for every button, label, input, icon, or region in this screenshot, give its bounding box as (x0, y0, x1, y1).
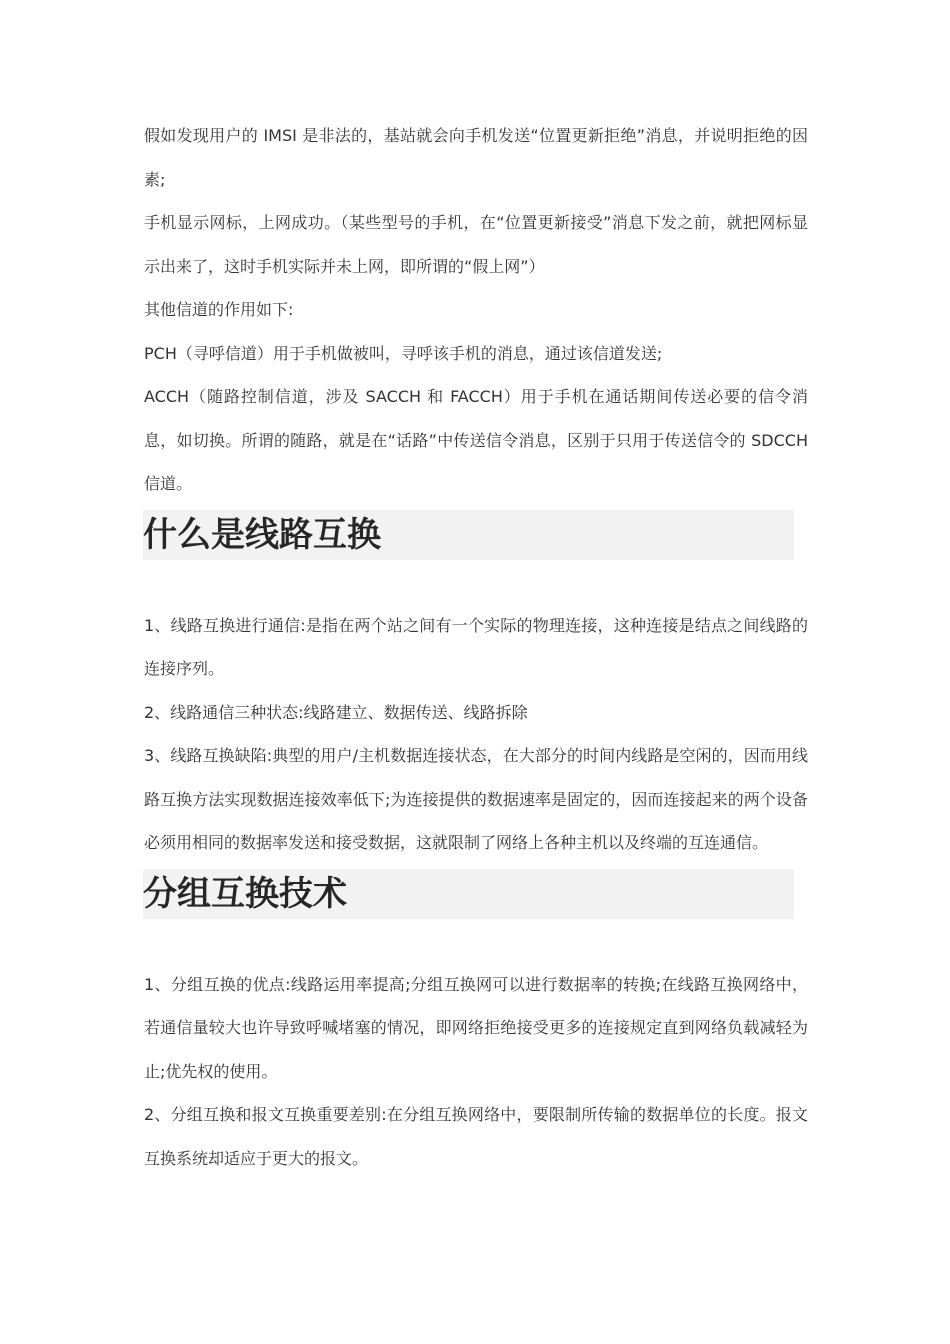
paragraph-network-icon: 手机显示网标，上网成功。（某些型号的手机，在“位置更新接受”消息下发之前，就把网标显示出来了，这时手机实际并未上网，即所谓的“假上网”） (144, 213, 808, 276)
section-packet-switching (144, 963, 808, 1181)
paragraph-packet-1: 1、分组互换的优点:线路运用率提高;分组互换网可以进行数据率的转换;在线路互换网络中，若通信量较大也许导致呼喊堵塞的情况，即网络拒绝接受更多的连接规定直到网络负载减轻为止;优先权的使用。 (144, 974, 808, 1081)
paragraph-pch: PCH（寻呼信道）用于手机做被叫，寻呼该手机的消息，通过该信道发送; (144, 343, 663, 363)
paragraph-packet-2: 2、分组互换和报文互换重要差别:在分组互换网络中，要限制所传输的数据单位的长度。报文互换系统却适应于更大的报文。 (144, 1105, 808, 1168)
paragraph-acch: ACCH（随路控制信道，涉及 SACCH 和 FACCH）用于手机在通话期间传送必要的信令消息，如切换。所谓的随路，就是在“话路”中传送信令消息，区别于只用于传送信令的 SDCCH 信道。 (144, 387, 808, 493)
paragraph-circuit-1: 1、线路互换进行通信:是指在两个站之间有一个实际的物理连接，这种连接是结点之间线路的连接序列。 (144, 615, 808, 678)
paragraph-other-channels: 其他信道的作用如下: (144, 300, 294, 319)
section-circuit-switching (144, 604, 808, 865)
paragraph-circuit-3: 3、线路互换缺陷:典型的用户/主机数据连接状态，在大部分的时间内线路是空闲的，因而用线路互换方法实现数据连接效率低下;为连接提供的数据速率是固定的，因而连接起来的两个设备必须用相同的数据率发送和接受数据，这就限制了网络上各种主机以及终端的互连通信。 (144, 746, 808, 852)
paragraph-imsi-rejection: 假如发现用户的 IMSI 是非法的，基站就会向手机发送“位置更新拒绝”消息，并说明拒绝的因素; (144, 126, 808, 189)
heading-packet-switching: 分组互换技术 (143, 869, 794, 919)
section-intro (144, 114, 808, 506)
document-page (144, 114, 808, 1180)
heading-circuit-switching: 什么是线路互换 (143, 510, 794, 560)
paragraph-circuit-2: 2、线路通信三种状态:线路建立、数据传送、线路拆除 (144, 702, 528, 722)
